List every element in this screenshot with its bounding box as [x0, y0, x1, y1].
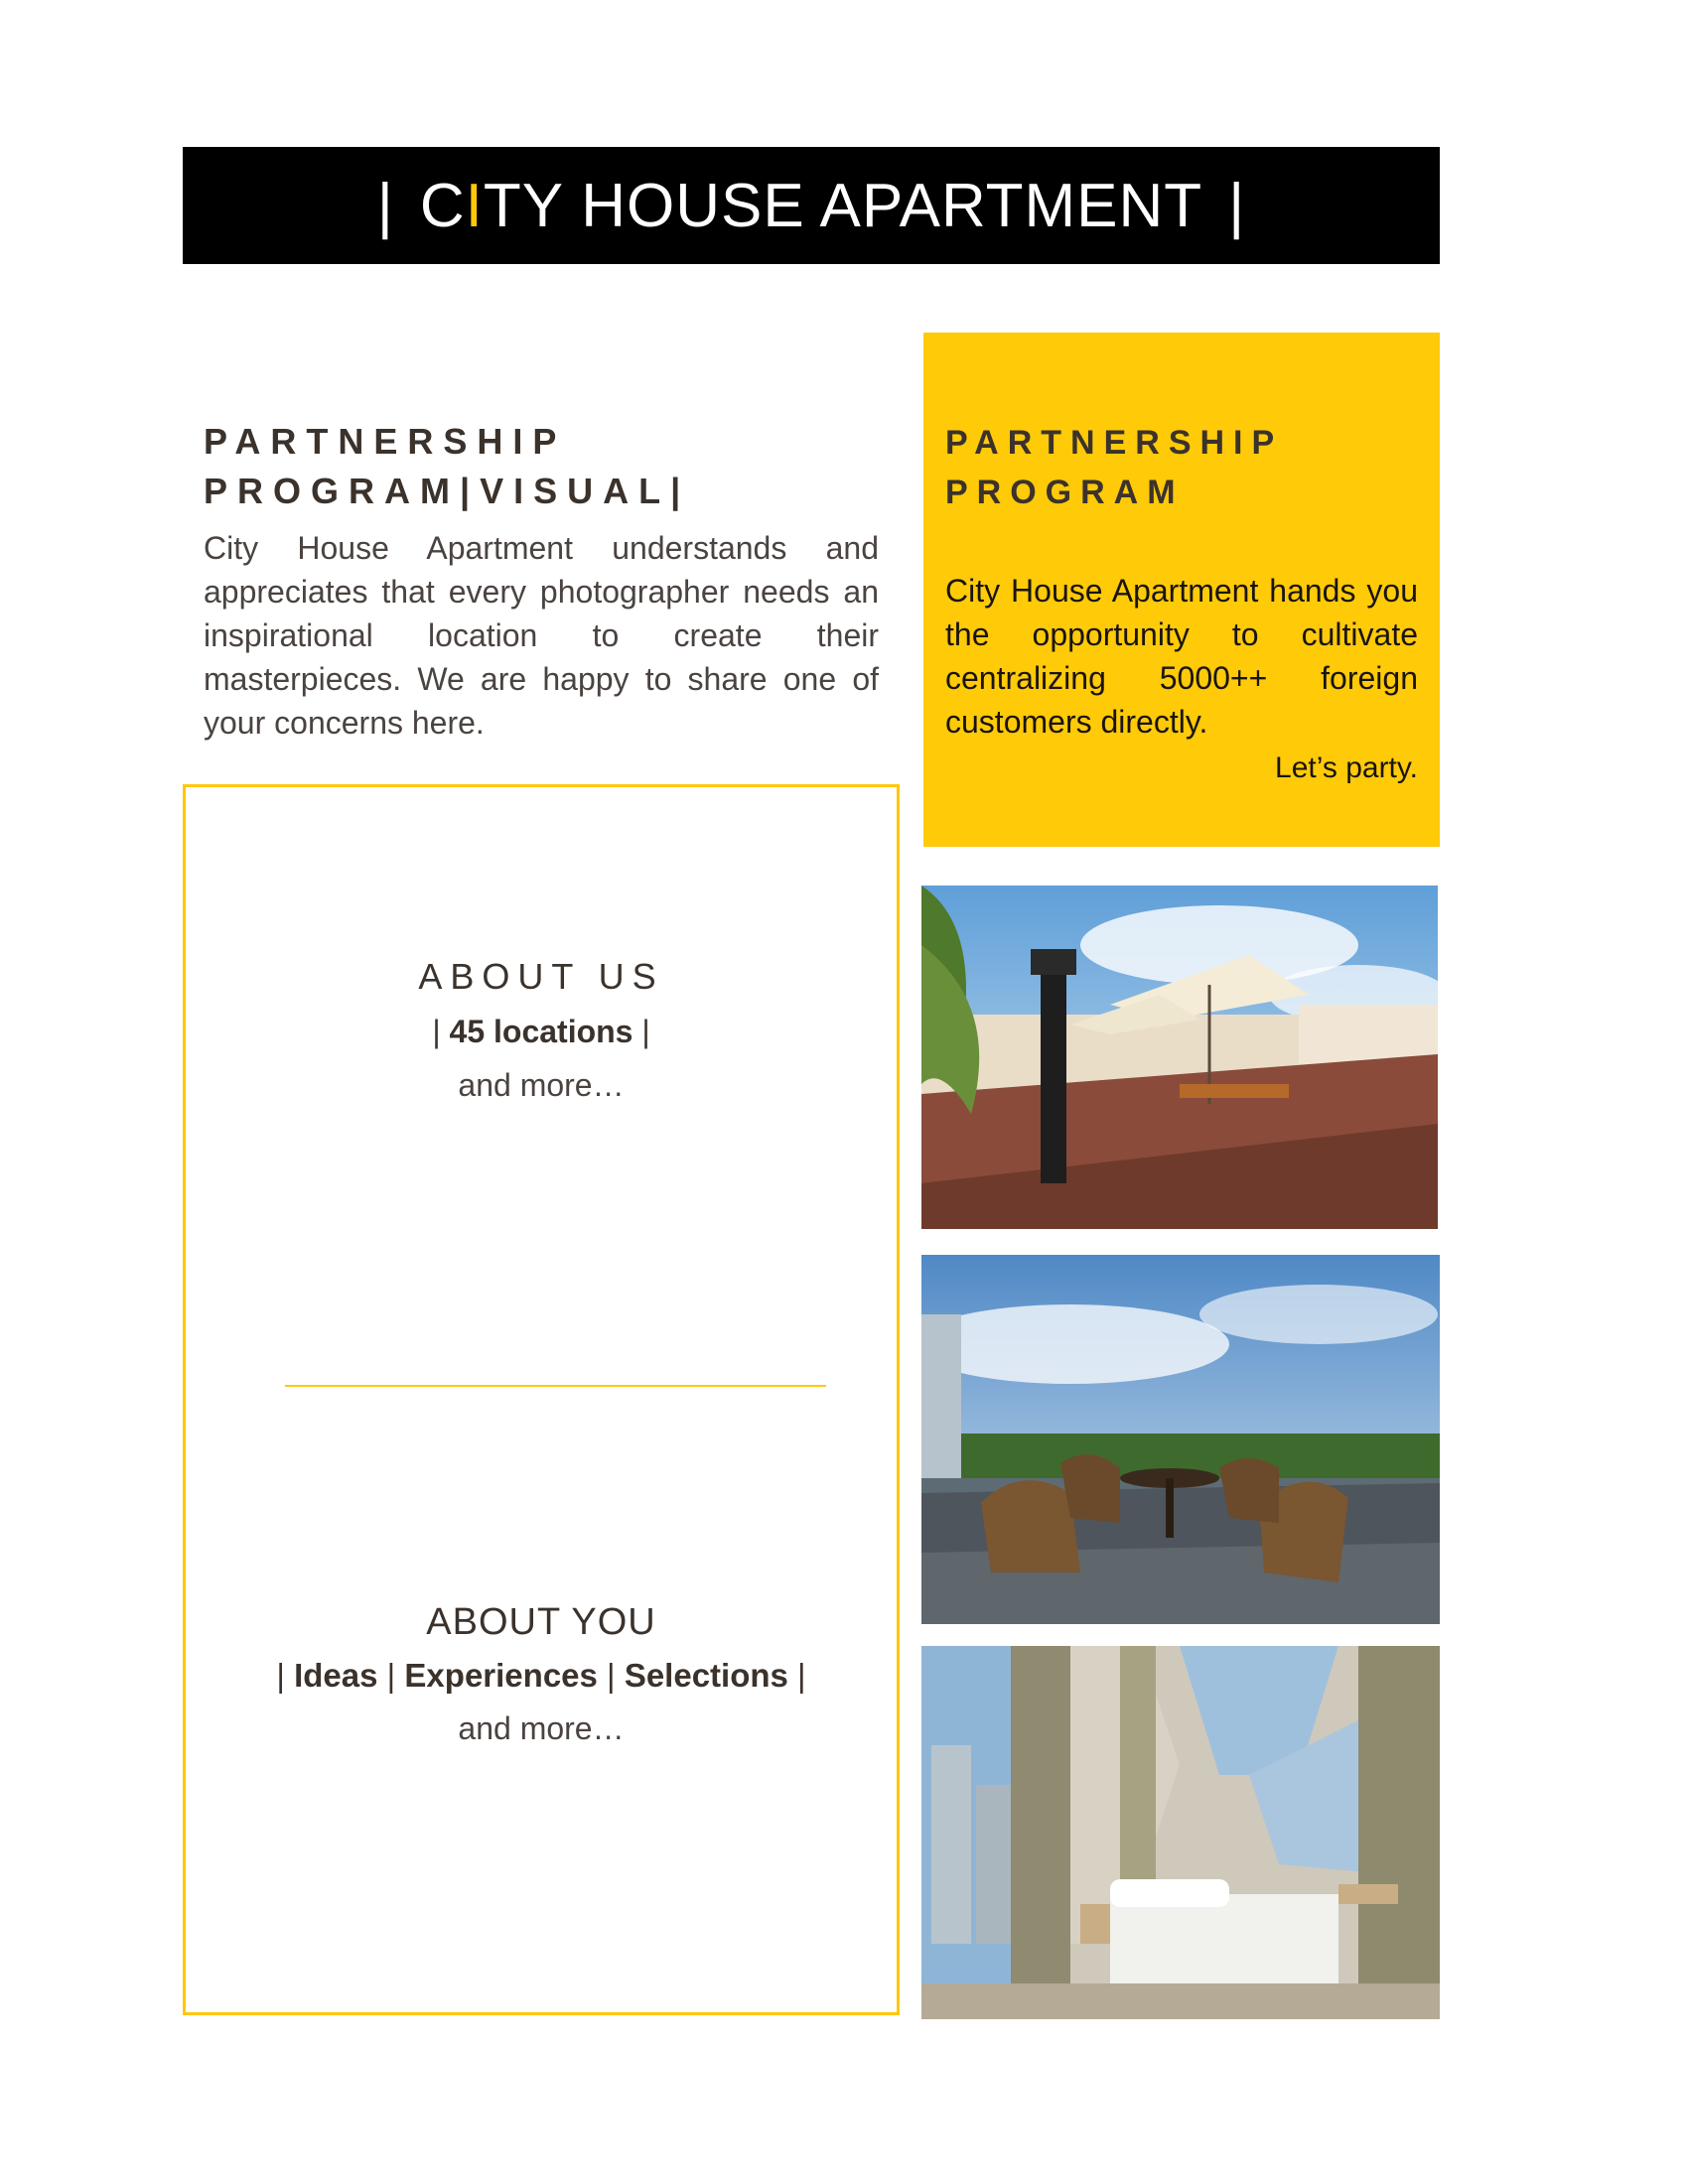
sep: | [377, 1657, 405, 1694]
banner-title-part2: TY HOUSE APARTMENT [483, 171, 1203, 240]
callout-body: City House Apartment hands you the opportunity to cultivate centralizing 5000++ foreign customers directly. [945, 573, 1418, 740]
locations-count: 45 locations [449, 1014, 633, 1049]
panel-divider [285, 1385, 826, 1387]
about-us-more: and more… [458, 1067, 625, 1103]
about-us-locations [186, 1014, 897, 1050]
callout-closing: Let’s party. [1275, 751, 1418, 784]
callout-heading-line1: PARTNERSHIP [945, 424, 1284, 462]
rooftop-deck-photo [921, 886, 1438, 1229]
title-banner [183, 147, 1440, 264]
banner-title [420, 171, 1202, 241]
bedroom-photo [921, 1646, 1440, 2019]
banner-bar-left: | [376, 171, 394, 240]
left-heading-line2: PROGRAM|VISUAL| [204, 471, 691, 511]
sep: | [276, 1657, 295, 1694]
item-experiences: Experiences [404, 1657, 598, 1694]
banner-title-part1: C [419, 171, 466, 240]
about-panel [183, 784, 900, 2015]
callout-heading [945, 418, 1412, 517]
about-us-title: ABOUT US [418, 956, 664, 997]
sep: | [597, 1657, 625, 1694]
bar-open: | [432, 1014, 450, 1049]
left-body-text: City House Apartment understands and appreciates that every photographer needs an inspirational location to create their masterpieces. We are happy to share one of your concerns here. [204, 530, 879, 741]
about-you-items [186, 1657, 897, 1695]
item-selections: Selections [624, 1657, 788, 1694]
left-heading [204, 417, 879, 516]
sep: | [787, 1657, 806, 1694]
partnership-callout [923, 333, 1440, 847]
terrace-chairs-photo [921, 1255, 1440, 1624]
bar-close: | [633, 1014, 650, 1049]
left-heading-line1: PARTNERSHIP [204, 421, 567, 462]
banner-title-accent: I [465, 171, 484, 240]
item-ideas: Ideas [294, 1657, 378, 1694]
callout-heading-line2: PROGRAM [945, 474, 1185, 511]
about-you-title: ABOUT YOU [426, 1601, 656, 1643]
about-you-more: and more… [458, 1710, 625, 1746]
banner-bar-right: | [1228, 171, 1246, 240]
